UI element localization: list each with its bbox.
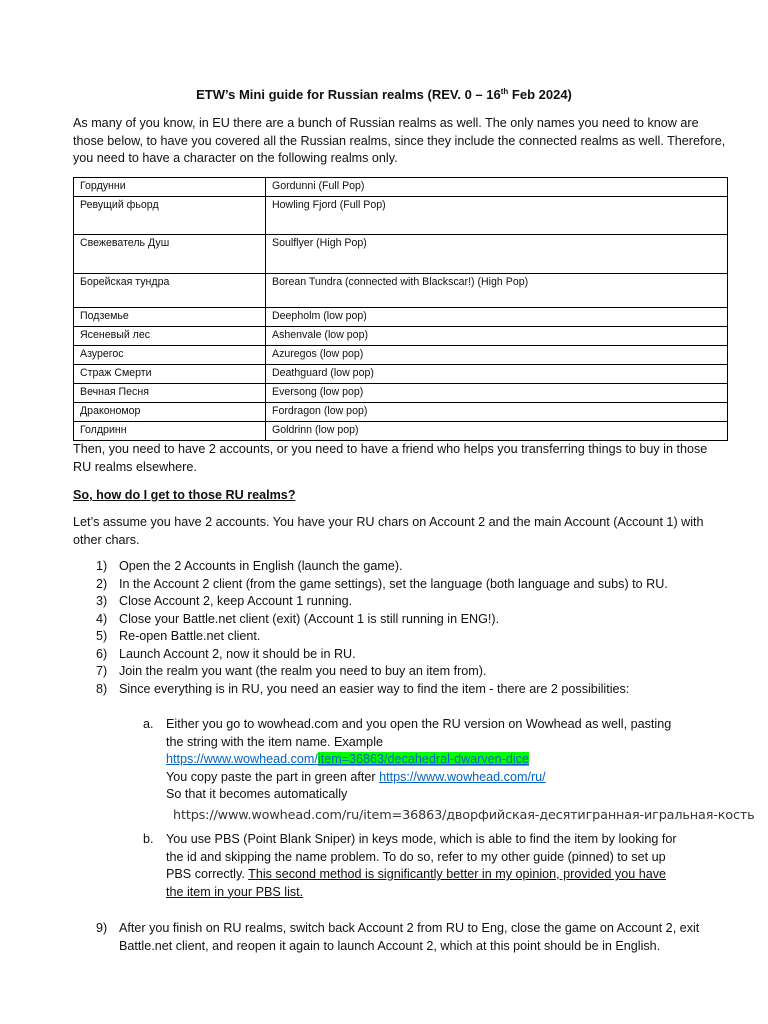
realm-ru-name: Дракономор [74,403,266,422]
step-number: 1) [96,559,108,573]
title-text: ETW’s Mini guide for Russian realms (REV. 0 – 16 [196,87,501,102]
realm-en-name: Fordragon (low pop) [266,403,728,422]
step-text: Re-open Battle.net client. [119,629,261,643]
step-number: 3) [96,594,108,608]
option-b-line: You use PBS (Point Blank Sniper) in keys mode, which is able to find the item by looking for [166,832,677,846]
realm-ru-name: Голдринн [74,422,266,441]
table-row [74,274,728,308]
step-text: Open the 2 Accounts in English (launch the game). [119,559,403,573]
realm-en-name: Ashenvale (low pop) [266,327,728,346]
realm-ru-name: Вечная Песня [74,384,266,403]
section-heading: So, how do I get to those RU realms? [73,488,296,502]
step-number: 7) [96,664,108,678]
table-row [74,308,728,327]
step-number: 4) [96,611,108,626]
assume-paragraph: Let’s assume you have 2 accounts. You have your RU chars on Account 2 and the main Account (Account 1) with other chars. [73,515,704,547]
step-text: Close Account 2, keep Account 1 running. [119,594,353,608]
realm-en-name: Azuregos (low pop) [266,346,728,365]
option-b-underlined: the item in your PBS list. [166,884,304,899]
table-row [74,235,728,274]
table-row [74,327,728,346]
realm-en-name: Deepholm (low pop) [266,308,728,327]
option-a-line: So that it becomes automatically [166,787,348,801]
option-letter: b. [143,832,154,846]
realm-en-name: Gordunni (Full Pop) [266,178,728,197]
step-number: 2) [96,576,108,591]
realm-ru-name: Свежеватель Душ [74,235,266,274]
example-url-base[interactable]: https://www.wowhead.com/ [166,752,318,766]
realm-ru-name: Подземье [74,308,266,327]
title-superscript: th [500,87,509,96]
realm-ru-name: Ревущий фьорд [74,197,266,235]
ru-base-link[interactable]: https://www.wowhead.com/ru/ [379,769,546,784]
table-row [74,403,728,422]
realm-ru-name: Гордунни [74,178,266,197]
option-b-underlined: This second method is significantly better in my opinion, provided you have [248,867,667,881]
realm-en-name: Goldrinn (low pop) [266,422,728,441]
realm-en-name: Howling Fjord (Full Pop) [266,197,728,235]
realm-en-name: Deathguard (low pop) [266,365,728,384]
step-text: After you finish on RU realms, switch back Account 2 from RU to Eng, close the game on Account 2, exit Battle.net client, and reopen it again to launch Account 2, which at this point should be in English. [119,921,700,953]
option-b-line [166,866,706,884]
step-number: 9) [96,921,108,935]
realm-ru-name: Ясеневый лес [74,327,266,346]
option-a-text: You copy paste the part in green after [166,769,380,784]
realm-ru-name: Борейская тундра [74,274,266,308]
option-b-line: the id and skipping the name problem. To do so, refer to my other guide (pinned) to set up [166,849,666,864]
option-a-body [166,716,706,804]
realm-table [73,177,728,441]
table-row [74,365,728,384]
step-number: 5) [96,629,108,643]
table-row [74,422,728,441]
option-b-body [166,831,706,901]
table-row [74,178,728,197]
step-text: Close your Battle.net client (exit) (Account 1 is still running in ENG!). [119,611,500,626]
step-number: 8) [96,681,108,696]
table-row [74,197,728,235]
realm-en-name: Soulflyer (High Pop) [266,235,728,274]
page-title [0,86,768,104]
table-row [74,346,728,365]
step-text: In the Account 2 client (from the game settings), set the language (both language and subs) to RU. [119,576,668,591]
option-letter: a. [143,717,154,731]
table-row [74,384,728,403]
realm-ru-name: Азурегос [74,346,266,365]
step-text: Since everything is in RU, you need an easier way to find the item - there are 2 possibilities: [119,681,630,696]
realm-en-name: Eversong (low pop) [266,384,728,403]
title-tail: Feb 2024) [508,87,572,102]
step-text: Launch Account 2, now it should be in RU. [119,646,356,661]
step-number: 6) [96,646,108,661]
option-a-line [166,769,706,787]
option-a-line: Either you go to wowhead.com and you open the RU version on Wowhead as well, pasting [166,717,672,731]
intro-paragraph: As many of you know, in EU there are a bunch of Russian realms as well. The only names you need to know are those below, to have you covered all the Russian realms, since they include the connected realms as well. Therefore, you need to have a character on the following realms only. [73,116,726,165]
option-b-text: PBS correctly. [166,867,249,881]
ru-url-image-text: https://www.wowhead.com/ru/item=36863/дворфийская-десятигранная-игральная-кость [173,808,755,823]
option-a-line: the string with the item name. Example [166,734,383,749]
step-text: Join the realm you want (the realm you need to buy an item from). [119,664,487,678]
realm-en-name: Borean Tundra (connected with Blackscar!) (High Pop) [266,274,728,308]
realm-ru-name: Страж Смерти [74,365,266,384]
example-url [166,751,706,769]
accounts-paragraph: Then, you need to have 2 accounts, or you need to have a friend who helps you transferring things to buy in those RU realms elsewhere. [73,442,708,474]
example-url-highlight[interactable]: item=36863/decahedral-dwarven-dice [317,752,529,766]
